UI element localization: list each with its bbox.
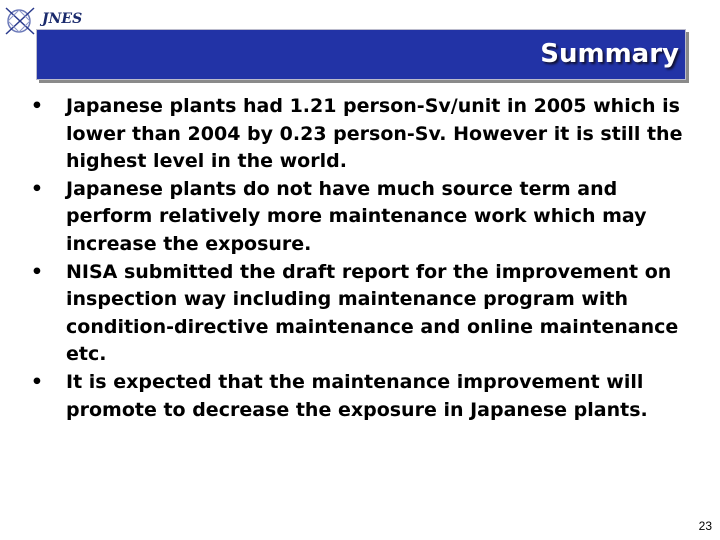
bullet-text: It is expected that the maintenance improvement will promote to decrease the exposure in Japanese plants.	[66, 370, 648, 421]
logo-text: JNES	[42, 11, 83, 27]
title-bar	[36, 29, 686, 80]
bullet-item	[28, 369, 708, 424]
bullet-text: Japanese plants do not have much source term and perform relatively more maintenance work which may increase the exposure.	[66, 177, 647, 255]
page-number: 23	[698, 519, 712, 533]
bullet-item	[28, 93, 708, 176]
bullet-text: NISA submitted the draft report for the improvement on inspection way including maintenance program with condition-directive maintenance and online maintenance etc.	[66, 260, 679, 366]
bullet-text: Japanese plants had 1.21 person-Sv/unit in 2005 which is lower than 2004 by 0.23 person-Sv. However it is still the highest level in the world.	[66, 95, 683, 173]
bullet-marker: •	[30, 370, 44, 393]
page-title: Summary	[540, 39, 679, 69]
jnes-logo-icon	[4, 6, 38, 36]
bullet-marker: •	[30, 177, 44, 200]
bullet-list	[28, 93, 708, 424]
bullet-marker: •	[30, 95, 44, 117]
bullet-item	[28, 176, 708, 259]
bullet-marker: •	[30, 260, 44, 283]
bullet-item	[28, 259, 708, 369]
